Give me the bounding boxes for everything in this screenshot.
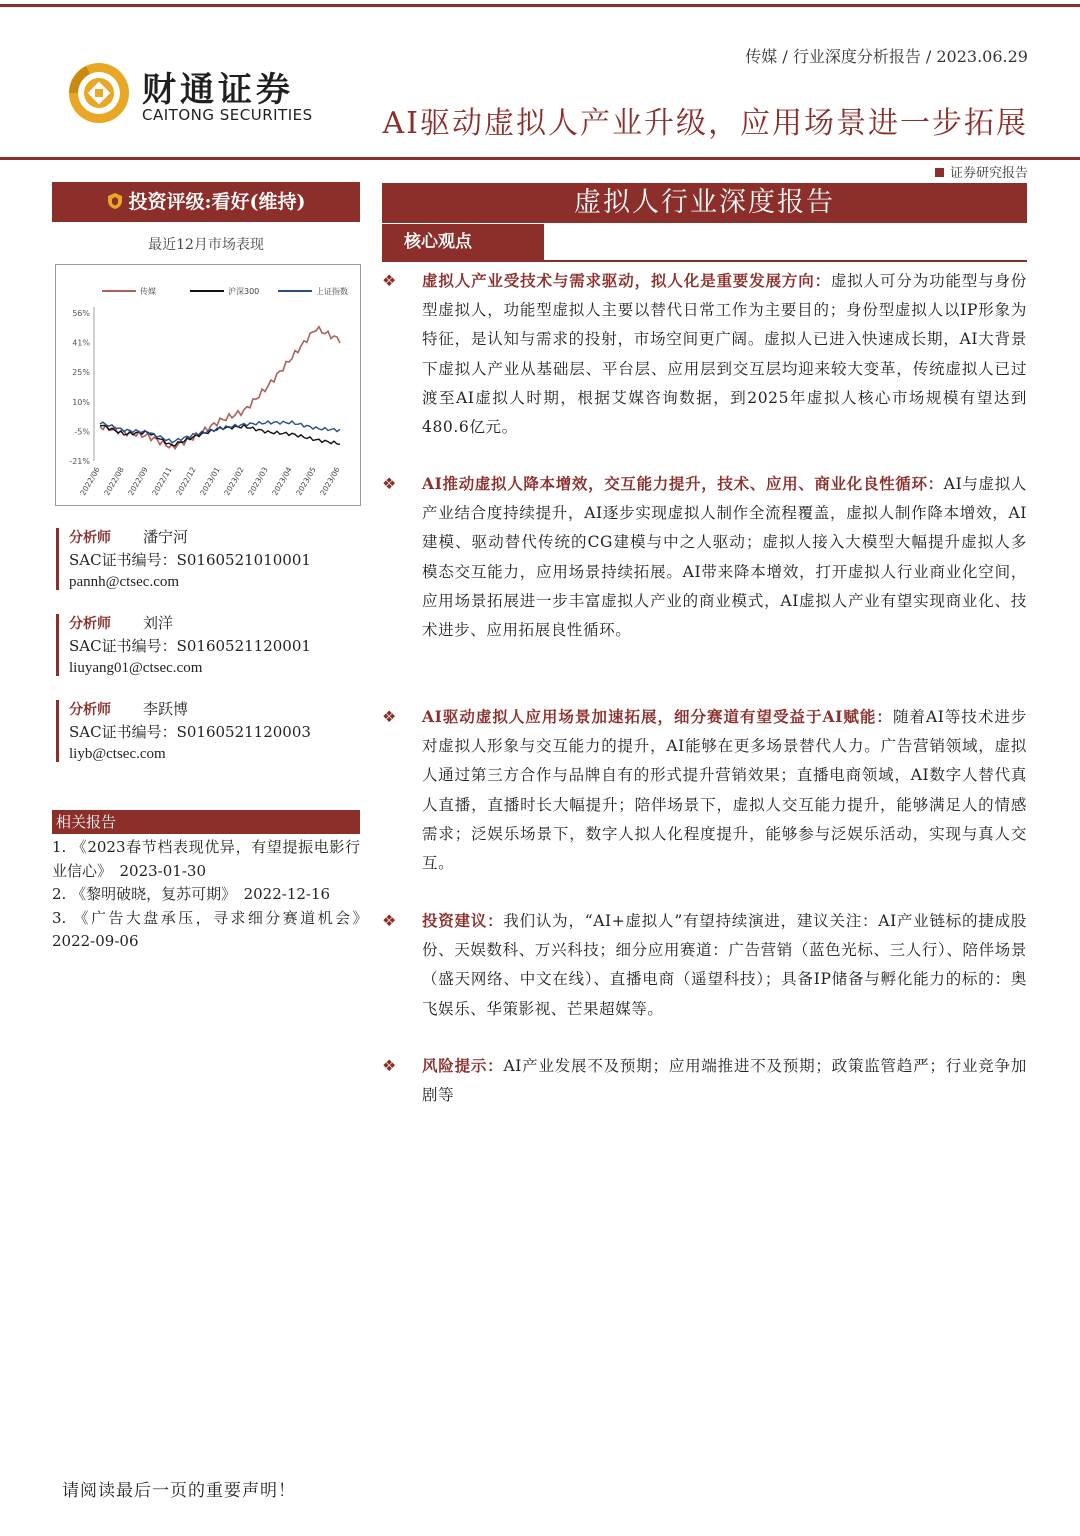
chart-canvas (56, 265, 360, 505)
x-tick-label: 2023/06 (318, 465, 342, 497)
key-point (382, 469, 1027, 645)
legend-label: 传媒 (140, 287, 156, 296)
analyst-sac: SAC证书编号：S0160521120001 (69, 637, 311, 655)
y-tick-label: -21% (69, 457, 90, 466)
disclaimer-note: 请阅读最后一页的重要声明！ (62, 1481, 296, 1501)
analyst-accent-bar (56, 528, 59, 590)
analyst-name: 李跃博 (143, 700, 189, 718)
key-point-lead: 风险提示： (422, 1056, 504, 1075)
analyst-email[interactable]: pannh@ctsec.com (69, 574, 180, 590)
diamond-bullet-icon: ❖ (382, 1056, 397, 1075)
analyst-role: 分析师 (69, 702, 111, 718)
analyst-sac: SAC证书编号：S0160521010001 (69, 551, 311, 569)
x-tick-label: 2023/01 (198, 465, 222, 497)
related-report-link[interactable]: 3. 《广告大盘承压，寻求细分赛道机会》 2022-09-06 (52, 908, 376, 950)
x-tick-label: 2022/08 (102, 465, 126, 497)
key-point-lead: 虚拟人产业受技术与需求驱动，拟人化是重要发展方向： (422, 271, 831, 290)
key-point-lead: AI推动虚拟人降本增效，交互能力提升，技术、应用、商业化良性循环： (422, 474, 944, 493)
y-tick-label: 25% (72, 368, 90, 378)
series-line-2 (100, 421, 340, 443)
analyst-role: 分析师 (69, 616, 111, 632)
related-report-link[interactable]: 2. 《黎明破晓，复苏可期》 2022-12-16 (52, 885, 331, 903)
analyst-email[interactable]: liuyang01@ctsec.com (69, 660, 203, 676)
legend-label: 沪深300 (228, 287, 260, 296)
core-views-rule (382, 260, 1027, 262)
x-tick-label: 2023/05 (294, 465, 318, 497)
report-meta: 传媒 / 行业深度分析报告 / 2023.06.29 (745, 47, 1028, 66)
legend-label: 上证指数 (316, 287, 348, 296)
analyst-name: 潘宁河 (143, 528, 189, 546)
analyst-name: 刘洋 (143, 614, 174, 632)
y-tick-label: -5% (74, 427, 90, 437)
analyst-card (52, 526, 360, 593)
chart-caption: 最近12月市场表现 (148, 237, 264, 253)
related-reports-list (52, 836, 376, 954)
diamond-bullet-icon: ❖ (382, 271, 397, 290)
x-tick-label: 2023/03 (246, 465, 270, 497)
doc-type-label: 证券研究报告 (935, 162, 1028, 181)
key-point (382, 702, 1027, 878)
analyst-card (52, 612, 360, 679)
rating-banner (52, 182, 360, 222)
x-tick-label: 2022/11 (150, 465, 174, 497)
x-tick-label: 2023/04 (270, 465, 294, 497)
analyst-role: 分析师 (69, 530, 111, 546)
x-tick-label: 2022/12 (174, 465, 198, 497)
related-report-link[interactable]: 1. 《2023春节档表现优异，有望提振电影行业信心》 2023-01-30 (52, 838, 360, 880)
rating-text: 投资评级:看好(维持) (128, 191, 306, 213)
diamond-bullet-icon: ❖ (382, 911, 397, 930)
x-tick-label: 2022/09 (126, 465, 150, 497)
shield-icon (107, 192, 123, 210)
y-tick-label: 41% (72, 338, 90, 348)
logo-name-cn: 财通证券 (142, 70, 294, 110)
chart-axes (69, 307, 94, 466)
key-point (382, 906, 1027, 1024)
square-bullet-icon (935, 168, 944, 177)
analyst-email[interactable]: liyb@ctsec.com (69, 746, 166, 762)
chart-x-labels (78, 465, 341, 497)
related-reports-header: 相关报告 (52, 810, 360, 834)
key-point-text: 虚拟人可分为功能型与身份型虚拟人，功能型虚拟人主要以替代日常工作为主要目的；身份型虚拟人以IP形象为特征，是认知与需求的投射，市场空间更广阔。虚拟人已进入快速成长期，AI大背景下虚拟人产业从基础层、平台层、应用层到交互层均迎来较大变革，传统虚拟人已过渡至AI虚拟人时期，根据艾媒咨询数据，到2025年虚拟人核心市场规模有望达到480.6亿元。 (422, 272, 1027, 437)
chart-series (100, 327, 340, 449)
key-point-text: 我们认为，“AI+虚拟人”有望持续演进，建议关注：AI产业链标的捷成股份、天娱数科、万兴科技；细分应用赛道：广告营销（蓝色光标、三人行）、陪伴场景（盛天网络、中文在线）、直播电商（遥望科技）；具备IP储备与孵化能力的标的：奥飞娱乐、华策影视、芒果超媒等。 (422, 912, 1027, 1018)
key-point-text: AI产业发展不及预期；应用端推进不及预期；政策监管趋严；行业竞争加剧等 (422, 1057, 1027, 1105)
core-views-tab: 核心观点 (382, 224, 544, 260)
y-tick-label: 10% (72, 397, 90, 407)
diamond-bullet-icon: ❖ (382, 707, 397, 726)
key-point (382, 1051, 1027, 1110)
x-tick-label: 2022/06 (78, 465, 102, 497)
header-divider (0, 157, 1080, 160)
analyst-accent-bar (56, 614, 59, 676)
market-performance-chart (55, 264, 361, 506)
report-title-banner: 虚拟人行业深度报告 (382, 183, 1027, 223)
diamond-bullet-icon: ❖ (382, 474, 397, 493)
key-point (382, 266, 1027, 442)
analyst-card (52, 698, 360, 765)
chart-legend (102, 286, 348, 296)
caitong-logo-icon (66, 60, 132, 126)
analyst-accent-bar (56, 700, 59, 762)
logo-name-en: CAITONG SECURITIES (142, 106, 313, 124)
top-border (0, 4, 1080, 7)
key-point-text: 随着AI等技术进步对虚拟人形象与交互能力的提升，AI能够在更多场景替代人力。广告营销领域，虚拟人通过第三方合作与品牌自有的形式提升营销效果；直播电商领域，AI数字人替代真人直播，直播时长大幅提升；陪伴场景下，虚拟人交互能力提升，能够满足人的情感需求；泛娱乐场景下，数字人拟人化程度提升，能够参与泛娱乐活动，实现与真人交互。 (422, 708, 1027, 873)
analyst-sac: SAC证书编号：S0160521120003 (69, 723, 311, 741)
key-point-lead: AI驱动虚拟人应用场景加速拓展，细分赛道有望受益于AI赋能： (422, 707, 893, 726)
key-point-text: AI与虚拟人产业结合度持续提升，AI逐步实现虚拟人制作全流程覆盖，虚拟人制作降本增效，AI建模、驱动替代传统的CG建模与中之人驱动；虚拟人接入大模型大幅提升虚拟人多模态交互能力，应用场景持续拓展。AI带来降本增效，打开虚拟人行业商业化空间，应用场景拓展进一步丰富虚拟人产业的商业模式，AI虚拟人产业有望实现商业化、技术进步、应用拓展良性循环。 (422, 475, 1027, 640)
key-point-lead: 投资建议： (422, 911, 504, 930)
report-headline: AI驱动虚拟人产业升级，应用场景进一步拓展 (382, 106, 1028, 141)
x-tick-label: 2023/02 (222, 465, 246, 497)
y-tick-label: 56% (72, 309, 90, 318)
